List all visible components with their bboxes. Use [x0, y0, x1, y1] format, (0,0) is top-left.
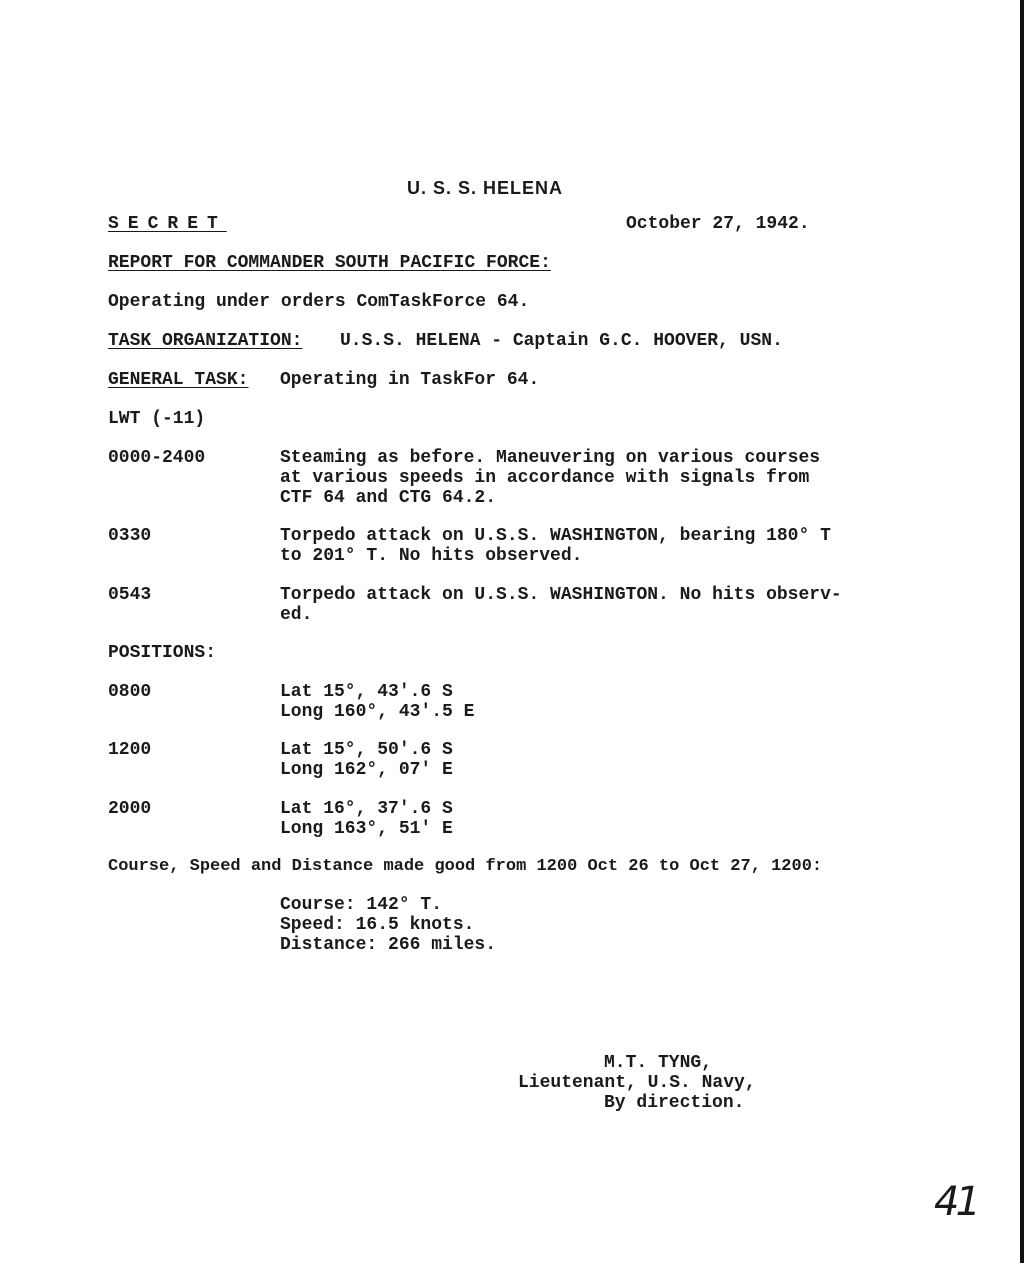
page-number: 41 — [934, 1179, 977, 1225]
position-time: 1200 — [108, 740, 152, 760]
positions-heading: POSITIONS: — [108, 643, 217, 663]
document-date: October 27, 1942. — [626, 214, 810, 234]
operating-orders-line: Operating under orders ComTaskForce 64. — [108, 292, 530, 312]
log-entry-time: 0330 — [108, 526, 152, 546]
made-good-course: Course: 142° T. — [280, 895, 443, 915]
report-heading: REPORT FOR COMMANDER SOUTH PACIFIC FORCE: — [108, 253, 551, 273]
position-long: Long 160°, 43'.5 E — [280, 702, 475, 722]
position-time: 0800 — [108, 682, 152, 702]
position-lat: Lat 15°, 50'.6 S — [280, 740, 453, 760]
made-good-speed: Speed: 16.5 knots. — [280, 915, 475, 935]
position-long: Long 163°, 51' E — [280, 819, 453, 839]
task-organization-text: U.S.S. HELENA - Captain G.C. HOOVER, USN. — [340, 331, 783, 351]
made-good-line: Course, Speed and Distance made good from 1200 Oct 26 to Oct 27, 1200: — [108, 857, 823, 876]
task-organization-label: TASK ORGANIZATION: — [108, 331, 303, 351]
log-entry-text: Steaming as before. Maneuvering on various courses at various speeds in accordance with signals from CTF 64 and CTG 64.2. — [280, 448, 821, 508]
general-task-label: GENERAL TASK: — [108, 370, 249, 390]
letterhead: U. S. S. HELENA — [407, 178, 564, 198]
log-entry-time: 0543 — [108, 585, 152, 605]
scan-edge — [1020, 0, 1024, 1263]
signature-note: By direction. — [604, 1093, 745, 1113]
time-zone-label: LWT (-11) — [108, 409, 206, 429]
classification-stamp: SECRET — [108, 214, 227, 234]
position-time: 2000 — [108, 799, 152, 819]
log-entry-text: Torpedo attack on U.S.S. WASHINGTON, bearing 180° T to 201° T. No hits observed. — [280, 526, 831, 566]
log-entry-time: 0000-2400 — [108, 448, 206, 468]
position-lat: Lat 15°, 43'.6 S — [280, 682, 453, 702]
log-entry-text: Torpedo attack on U.S.S. WASHINGTON. No hits observ- ed. — [280, 585, 842, 625]
position-lat: Lat 16°, 37'.6 S — [280, 799, 453, 819]
signature-name: M.T. TYNG, — [604, 1053, 713, 1073]
general-task-text: Operating in TaskFor 64. — [280, 370, 540, 390]
position-long: Long 162°, 07' E — [280, 760, 453, 780]
signature-rank: Lieutenant, U.S. Navy, — [518, 1073, 756, 1093]
made-good-distance: Distance: 266 miles. — [280, 935, 497, 955]
